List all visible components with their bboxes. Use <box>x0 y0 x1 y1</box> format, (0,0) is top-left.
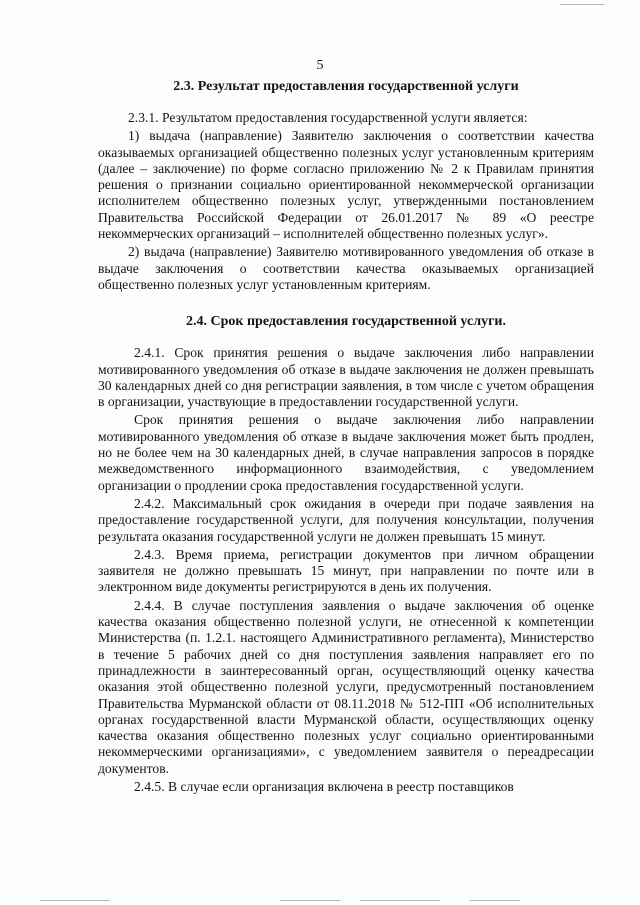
scan-artifact <box>40 900 110 901</box>
scan-artifact <box>360 900 440 901</box>
paragraph-2-4-5: 2.4.5. В случае если организация включена в реестр поставщиков <box>134 778 514 794</box>
paragraph-2-4-3: 2.4.3. Время приема, регистрации документов при личном обращении заявителя не должно превышать 15 минут, при направлении по почте или в электронном виде документы регистрируются в день их получения. <box>98 546 594 595</box>
paragraph-2-4-1-extension: Срок принятия решения о выдаче заключения либо направлении мотивированного уведомления об отказе в выдаче заключения может быть продлен, но не более чем на 30 календарных дней, в случае направления запросов в порядке межведомственного информационного взаимодействия, с уведомлением организации о продлении срока предоставления государственной услуги. <box>98 412 594 493</box>
paragraph-2-3-1: 2.3.1. Результатом предоставления государственной услуги является: <box>128 110 528 125</box>
section-heading-2-3: 2.3. Результат предоставления государственной услуги <box>173 79 519 94</box>
paragraph-2-4-1: 2.4.1. Срок принятия решения о выдаче заключения либо направлении мотивированного уведомления об отказе в выдаче заключения не должен превышать 30 календарных дней со дня регистрации заявления, в том числе с учетом обращения в организации, участвующие в предоставлении государственной услуги. <box>98 345 594 410</box>
paragraph-2-4-4: 2.4.4. В случае поступления заявления о выдаче заключения об оценке качества оказания общественно полезной услуги, не отнесенной к компетенции Министерства (п. 1.2.1. настоящего Административного регламента), Министерство в течение 5 рабочих дней со дня поступления заявления направляет его по принадлежности в заинтересованный орган, осуществляющий оценку качества оказания этой общественно полезной услуги, предусмотренный постановлением Правительства Мурманской области от 08.11.2018 № 512-ПП «Об исполнительных органах государственной власти Мурманской области, осуществляющих оценку качества оказания общественно полезных услуг социально ориентированными некоммерческими организациями», с уведомлением заявителя о переадресации документов. <box>98 597 594 776</box>
scan-artifact <box>280 900 340 901</box>
scan-artifact <box>560 4 604 5</box>
scan-artifact <box>470 900 520 901</box>
document-body <box>98 78 594 797</box>
paragraph-2-3-1-item-1: 1) выдача (направление) Заявителю заключения о соответствии качества оказываемых организацией общественно полезных услуг установленным критериям (далее – заключение) по форме согласно приложению № 2 к Правилам принятия решения о признании социально ориентированной некоммерческой организации исполнителем общественно полезных услуг, утвержденными постановлением Правительства Российской Федерации от 26.01.2017 № 89 «О реестре некоммерческих организаций – исполнителей общественно полезных услуг». <box>98 128 594 242</box>
section-heading-2-4: 2.4. Срок предоставления государственной услуги. <box>186 314 506 330</box>
page-number: 5 <box>316 58 324 73</box>
paragraph-2-4-2: 2.4.2. Максимальный срок ожидания в очереди при подаче заявления на предоставление государственной услуги, для получения консультации, получения результата оказания государственной услуги не должен превышать 15 минут. <box>98 495 594 544</box>
paragraph-2-3-1-item-2: 2) выдача (направление) Заявителю мотивированного уведомления об отказе в выдаче заключения о соответствии качества оказываемых организацией общественно полезных услуг установленным критериям. <box>98 244 594 292</box>
